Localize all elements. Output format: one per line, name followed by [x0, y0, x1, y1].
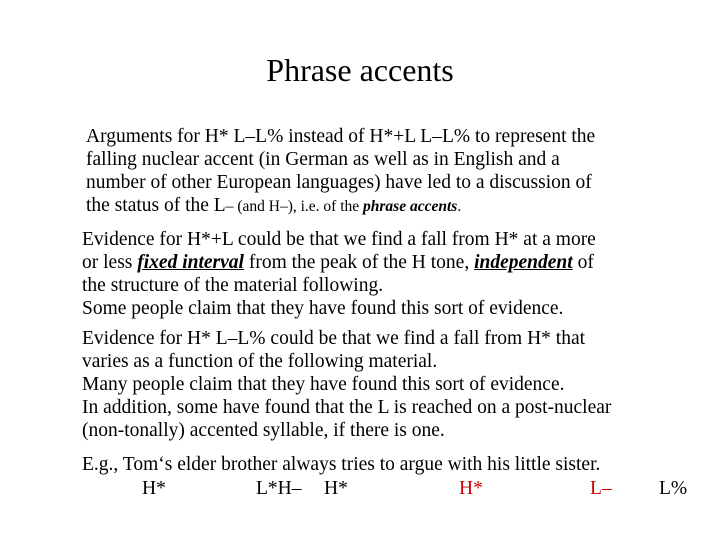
- tone-label: H*: [324, 478, 348, 499]
- text-line: Arguments for H* L–L% instead of H*+L L–L% to represent the: [86, 126, 596, 147]
- emphasis-fixed-interval: fixed interval: [137, 252, 244, 273]
- text-segment: from the peak of the H tone,: [243, 252, 475, 273]
- tone-label-highlight: L–: [590, 478, 612, 499]
- text-line: falling nuclear accent (in German as well as in English and a: [86, 149, 560, 170]
- emphasis-independent: independent: [474, 252, 573, 273]
- text-line: (non-tonally) accented syllable, if there is one.: [82, 420, 445, 441]
- emphasis-phrase-accents: phrase accents: [363, 198, 458, 215]
- text-line: [86, 194, 595, 218]
- paragraph-evidence-hll: [82, 327, 611, 442]
- tone-label: L*H–: [256, 478, 302, 499]
- text-line: number of other European languages) have led to a discussion of: [86, 172, 592, 193]
- text-segment: the status of the L: [86, 195, 226, 216]
- paragraph-evidence-hl: [82, 228, 596, 320]
- example-sentence: E.g., Tom‘s elder brother always tries to argue with his little sister.: [82, 454, 601, 475]
- slide-title: [0, 50, 720, 90]
- text-line: Many people claim that they have found this sort of evidence.: [82, 374, 565, 395]
- tone-label: L%: [659, 478, 688, 499]
- text-line: [82, 251, 596, 274]
- tone-label-highlight: H*: [459, 478, 483, 499]
- text-line: varies as a function of the following material.: [82, 351, 438, 372]
- text-segment-small: .: [457, 198, 462, 215]
- text-line: Evidence for H*+L could be that we find a fall from H* at a more: [82, 229, 596, 250]
- text-line: In addition, some have found that the L is reached on a post-nuclear: [82, 397, 612, 418]
- text-line: the structure of the material following.: [82, 275, 384, 296]
- paragraph-arguments: [86, 125, 595, 218]
- tone-label: H*: [142, 478, 166, 499]
- text-line: Some people claim that they have found this sort of evidence.: [82, 298, 564, 319]
- text-segment: or less: [82, 252, 138, 273]
- text-segment-small: – (and H–), i.e. of the: [225, 198, 364, 215]
- text-line: Evidence for H* L–L% could be that we find a fall from H* that: [82, 328, 586, 349]
- slide-title-text: Phrase accents: [266, 52, 454, 88]
- text-segment: of: [572, 252, 594, 273]
